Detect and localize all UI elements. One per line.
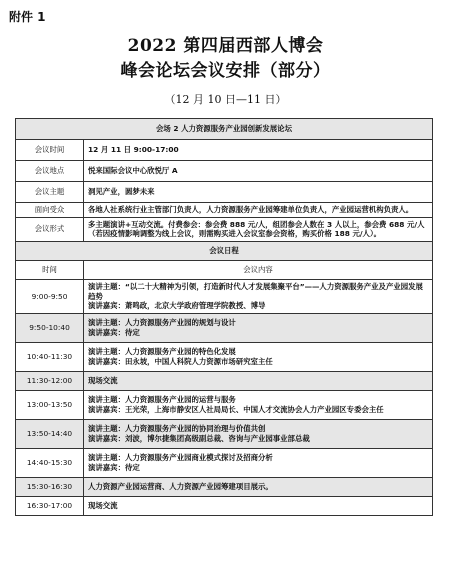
agenda-topic: 现场交流: [88, 375, 118, 385]
agenda-row: [16, 419, 433, 448]
agenda-topic: 演讲主题：“以二十大精神为引领，打造新时代人才发展集聚平台”——人力资源服务产业及产业园发展趋势: [88, 281, 423, 301]
agenda-time: 11:30-12:00: [16, 371, 84, 390]
info-row: [16, 203, 433, 218]
agenda-row: [16, 371, 433, 390]
agenda-time: 15:30-16:30: [16, 477, 84, 496]
agenda-row: [16, 279, 433, 313]
schedule-table: [15, 118, 433, 516]
info-row: [16, 140, 433, 161]
info-value: 各地人社系统行业主管部门负责人，人力资源服务产业园筹建单位负责人，产业园运营机构负责人。: [84, 203, 433, 218]
agenda-row: [16, 390, 433, 419]
agenda-row: [16, 477, 433, 496]
agenda-time: 13:50-14:40: [16, 419, 84, 448]
time-column-header: 时间: [16, 260, 84, 279]
agenda-speaker: 演讲嘉宾：王光荣，上海市静安区人社局局长、中国人才交流协会人力产业园区专委会主任: [88, 404, 384, 414]
agenda-row: [16, 496, 433, 515]
agenda-content: [84, 390, 433, 419]
agenda-topic: 演讲主题：人力资源服务产业园的运营与服务: [88, 395, 236, 405]
agenda-topic: 演讲主题：人力资源服务产业园商业模式探讨及招商分析: [88, 453, 273, 463]
info-value: 多主题演讲+互动交流。付费参会：参会费 888 元/人，组团参会人数在 3 人以上，参会费 688 元/人（若因疫情影响调整为线上会议，则需购买进入会议室参会资格，购买价格 188 元/人）。: [84, 217, 433, 241]
info-value: 洞见产业，圆梦未来: [84, 182, 433, 203]
agenda-content: [84, 496, 433, 515]
agenda-time: 9:50-10:40: [16, 313, 84, 342]
agenda-row: [16, 313, 433, 342]
agenda-time: 13:00-13:50: [16, 390, 84, 419]
agenda-content: [84, 313, 433, 342]
info-row: [16, 217, 433, 241]
agenda-topic: 现场交流: [88, 500, 118, 510]
agenda-content: [84, 419, 433, 448]
info-row: [16, 182, 433, 203]
agenda-content: [84, 279, 433, 313]
agenda-content: [84, 342, 433, 371]
agenda-time: 9:00-9:50: [16, 279, 84, 313]
date-range: （12 月 10 日—11 日）: [164, 93, 287, 106]
agenda-topic: 演讲主题：人力资源服务产业园的协同治理与价值共创: [88, 424, 266, 434]
info-label: 会议地点: [16, 161, 84, 182]
page-subtitle: 峰会论坛会议安排（部分）: [120, 61, 331, 81]
agenda-speaker: 演讲嘉宾：田永坡，中国人科院人力资源市场研究室主任: [88, 356, 273, 366]
info-label: 会议主题: [16, 182, 84, 203]
agenda-row: [16, 342, 433, 371]
agenda-time: 16:30-17:00: [16, 496, 84, 515]
agenda-speaker: 演讲嘉宾：萧鸣政，北京大学政府管理学院教授、博导: [88, 301, 266, 311]
agenda-speaker: 演讲嘉宾：待定: [88, 462, 140, 472]
venue-header-row: [16, 119, 433, 140]
agenda-row: [16, 448, 433, 477]
attachment-label: 附件 1: [9, 10, 46, 24]
content-column-header: 会议内容: [84, 260, 433, 279]
agenda-header-row: [16, 260, 433, 279]
agenda-topic: 演讲主题：人力资源服务产业园的规划与设计: [88, 318, 236, 328]
info-label: 会议形式: [16, 217, 84, 241]
info-value: 12 月 11 日 9:00-17:00: [84, 140, 433, 161]
info-label: 面向受众: [16, 203, 84, 218]
info-row: [16, 161, 433, 182]
agenda-time: 14:40-15:30: [16, 448, 84, 477]
agenda-content: [84, 477, 433, 496]
agenda-speaker: 演讲嘉宾：刘波，博尔捷集团高级副总裁、咨询与产业园事业部总裁: [88, 433, 310, 443]
page-title: 2022 第四届西部人博会: [127, 36, 324, 56]
info-label: 会议时间: [16, 140, 84, 161]
agenda-title: 会议日程: [16, 241, 433, 260]
agenda-time: 10:40-11:30: [16, 342, 84, 371]
agenda-content: [84, 448, 433, 477]
agenda-speaker: 演讲嘉宾：待定: [88, 327, 140, 337]
agenda-topic: 演讲主题：人力资源服务产业园的特色化发展: [88, 347, 236, 357]
agenda-content: [84, 371, 433, 390]
agenda-topic: 人力资源产业园运营商、人力资源产业园筹建项目展示。: [88, 481, 273, 491]
agenda-title-row: [16, 241, 433, 260]
venue-header: 会场 2 人力资源服务产业园创新发展论坛: [16, 119, 433, 140]
info-value: 悦来国际会议中心欣悦厅 A: [84, 161, 433, 182]
